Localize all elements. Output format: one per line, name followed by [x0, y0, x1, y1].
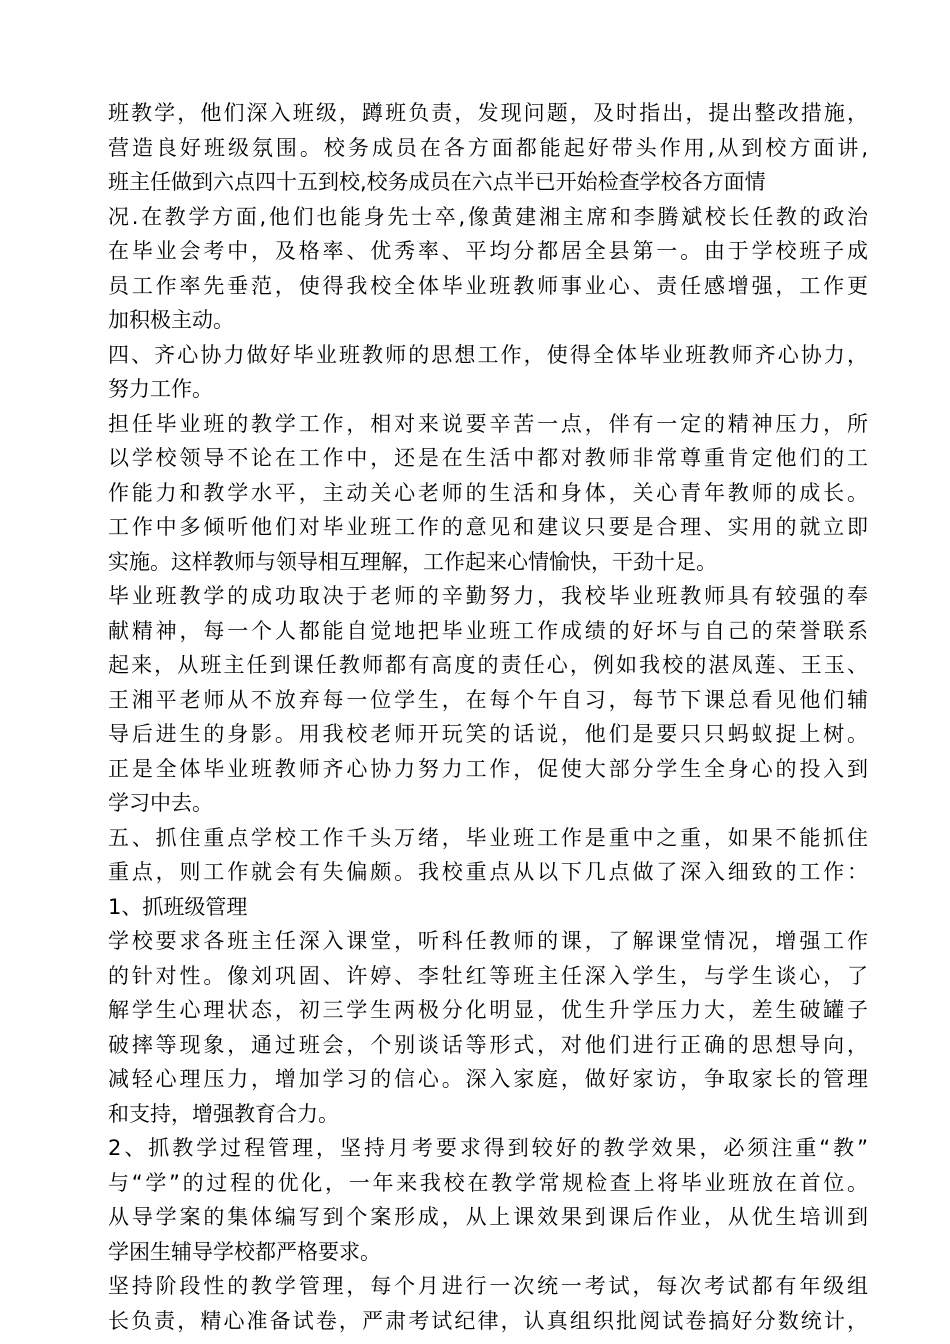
text-line: 作能力和教学水平，主动关心老师的生活和身体，关心青年教师的成长。 — [108, 480, 868, 505]
text-line: 破摔等现象，通过班会，个别谈话等形式，对他们进行正确的思想导向， — [108, 1032, 868, 1057]
text-line: 长负责，精心准备试卷，严肃考试纪律，认真组织批阅试卷搞好分数统计， — [108, 1308, 868, 1333]
subsection-heading: 1、抓班级管理 — [108, 894, 248, 919]
text-line: 以学校领导不论在工作中，还是在生活中都对教师非常尊重肯定他们的工 — [108, 446, 868, 470]
text-line: 学困生辅导学校都严格要求。 — [108, 1239, 381, 1264]
text-line: 与“学”的过程的优化，一年来我校在教学常规检查上将毕业班放在首位。 — [108, 1170, 868, 1195]
text-line: 解学生心理状态，初三学生两极分化明显，优生升学压力大，差生破罐子 — [108, 998, 868, 1022]
text-line: 营造良好班级氛围。校务成员在各方面都能起好带头作用,从到校方面讲, — [108, 135, 868, 160]
text-line: 王湘平老师从不放弃每一位学生，在每个午自习，每节下课总看见他们辅 — [108, 687, 868, 712]
text-line: 导后进生的身影。用我校老师开玩笑的话说，他们是要只只蚂蚁捉上树。 — [108, 722, 868, 746]
text-line: 学校要求各班主任深入课堂，听科任教师的课，了解课堂情况，增强工作 — [108, 929, 868, 953]
section-heading: 五、抓住重点学校工作千头万绪，毕业班工作是重中之重，如果不能抓住 — [108, 825, 868, 850]
text-line: 毕业班教学的成功取决于老师的辛勤努力，我校毕业班教师具有较强的奉 — [108, 584, 868, 608]
text-line: 正是全体毕业班教师齐心协力努力工作，促使大部分学生全身心的投入到 — [108, 756, 868, 781]
text-line: 学习中去。 — [108, 791, 213, 815]
document-body — [108, 96, 868, 1338]
subsection-heading: 2、抓教学过程管理，坚持月考要求得到较好的教学效果，必须注重“教” — [108, 1136, 868, 1160]
text-line: 在毕业会考中，及格率、优秀率、平均分都居全县第一。由于学校班子成 — [108, 239, 868, 263]
text-line: 班主任做到六点四十五到校,校务成员在六点半已开始检查学校各方面情 — [108, 170, 766, 194]
text-line: 起来，从班主任到课任教师都有高度的责任心，例如我校的湛凤莲、王玉、 — [108, 653, 868, 677]
section-heading: 努力工作。 — [108, 377, 213, 401]
text-line: 献精神，每一个人都能自觉地把毕业班工作成绩的好坏与自己的荣誉联系 — [108, 618, 868, 643]
text-line: 加积极主动。 — [108, 308, 234, 332]
text-line: 和支持，增强教育合力。 — [108, 1101, 339, 1126]
text-line: 减轻心理压力，增加学习的信心。深入家庭，做好家访，争取家长的管理 — [108, 1067, 868, 1091]
text-line: 工作中多倾听他们对毕业班工作的意见和建议只要是合理、实用的就立即 — [108, 515, 868, 539]
text-line: 担任毕业班的教学工作，相对来说要辛苦一点，伴有一定的精神压力，所 — [108, 411, 868, 436]
text-line: 员工作率先垂范，使得我校全体毕业班教师事业心、责任感增强，工作更 — [108, 273, 868, 298]
text-line: 的针对性。像刘巩固、许婷、李牡红等班主任深入学生，与学生谈心，了 — [108, 963, 868, 988]
text-line: 班教学，他们深入班级，蹲班负责，发现问题，及时指出，提出整改措施， — [108, 101, 868, 125]
text-line: 况.在教学方面,他们也能身先士卒,像黄建湘主席和李腾斌校长任教的政治 — [108, 204, 868, 229]
text-line: 从导学案的集体编写到个案形成，从上课效果到课后作业，从优生培训到 — [108, 1205, 868, 1229]
text-line: 实施。这样教师与领导相互理解，工作起来心情愉快，干劲十足。 — [108, 549, 717, 574]
text-line: 坚持阶段性的教学管理，每个月进行一次统一考试，每次考试都有年级组 — [108, 1274, 868, 1298]
section-heading: 四、齐心协力做好毕业班教师的思想工作，使得全体毕业班教师齐心协力， — [108, 342, 868, 367]
section-heading: 重点，则工作就会有失偏颇。我校重点从以下几点做了深入细致的工作： — [108, 860, 868, 884]
